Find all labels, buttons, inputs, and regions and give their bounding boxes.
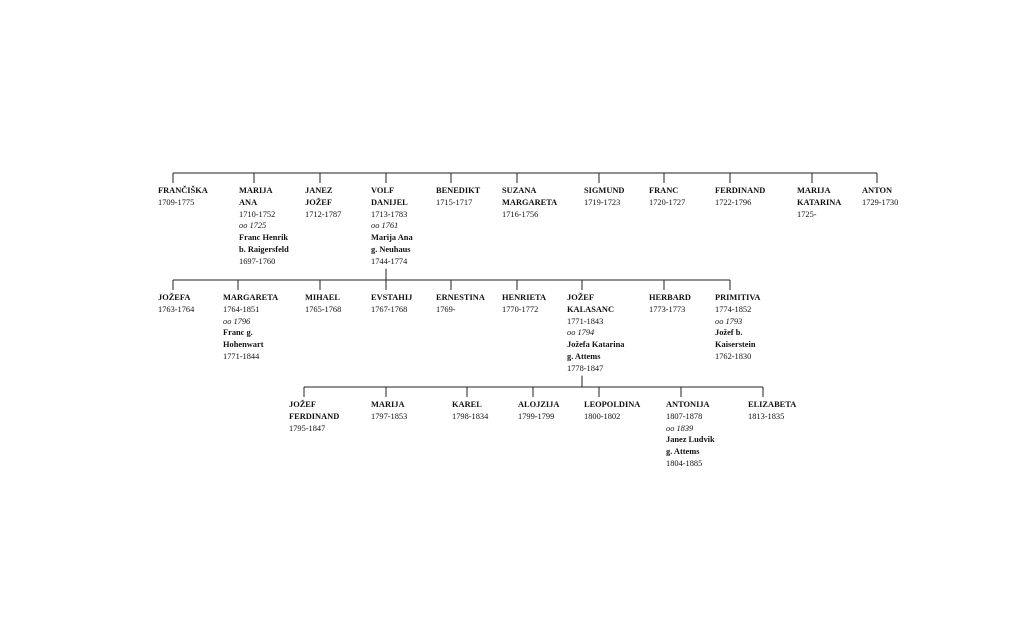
person-name: KAREL: [452, 400, 482, 409]
life-years: 1769-: [436, 304, 456, 314]
person-name: SIGMUND: [584, 186, 625, 195]
person-entry: [158, 292, 194, 316]
spouse-name: Kaiserstein: [715, 340, 756, 350]
marriage-year: oo 1839: [666, 423, 694, 433]
life-years: 1774-1852: [715, 304, 752, 314]
person-entry: [289, 399, 339, 434]
spouse-name: Franc g.: [223, 328, 253, 338]
life-years: 1722-1796: [715, 197, 752, 207]
person-name: ERNESTINA: [436, 293, 485, 302]
spouse-life-years: 1771-1844: [223, 351, 260, 361]
person-name: MIHAEL: [305, 293, 340, 302]
person-name: MARGARETA: [502, 197, 558, 207]
person-name: BENEDIKT: [436, 186, 481, 195]
person-name: MARIJA: [797, 186, 831, 195]
person-entry: [371, 292, 412, 316]
person-entry: [371, 185, 413, 268]
person-entry: [452, 399, 488, 423]
life-years: 1713-1783: [371, 209, 408, 219]
person-entry: [518, 399, 559, 423]
life-years: 1764-1851: [223, 304, 260, 314]
person-entry: [649, 185, 685, 209]
person-name: ELIZABETA: [748, 400, 797, 409]
person-name: ALOJZIJA: [518, 400, 560, 409]
person-name: KATARINA: [797, 197, 842, 207]
life-years: 1807-1878: [666, 411, 703, 421]
person-name: JANEZ: [305, 186, 333, 195]
spouse-name: Marija Ana: [371, 233, 413, 243]
life-years: 1799-1799: [518, 411, 555, 421]
person-name: HENRIETA: [502, 293, 547, 302]
life-years: 1709-1775: [158, 197, 195, 207]
person-name: VOLF: [371, 186, 395, 195]
marriage-year: oo 1761: [371, 221, 399, 231]
person-name: KALASANC: [567, 304, 614, 314]
life-years: 1798-1834: [452, 411, 489, 421]
person-entry: [715, 292, 760, 363]
marriage-year: oo 1793: [715, 316, 743, 326]
person-entry: [502, 185, 557, 220]
person-entry: [371, 399, 407, 423]
spouse-life-years: 1778-1847: [567, 363, 604, 373]
life-years: 1795-1847: [289, 423, 326, 433]
life-years: 1716-1756: [502, 209, 539, 219]
spouse-name: Jožefa Katarina: [567, 340, 625, 350]
person-name: ANA: [239, 197, 258, 207]
spouse-name: Jožef b.: [715, 328, 743, 338]
person-entry: [862, 185, 898, 209]
life-years: 1773-1773: [649, 304, 686, 314]
person-name: LEOPOLDINA: [584, 400, 641, 409]
spouse-name: Janez Ludvik: [666, 435, 715, 445]
life-years: 1715-1717: [436, 197, 473, 207]
person-name: JOŽEF: [305, 197, 332, 207]
person-name: SUZANA: [502, 186, 537, 195]
marriage-year: oo 1725: [239, 221, 267, 231]
life-years: 1767-1768: [371, 304, 408, 314]
spouse-name: g. Attems: [567, 351, 601, 361]
person-name: DANIJEL: [371, 197, 408, 207]
person-name: EVSTAHIJ: [371, 293, 413, 302]
person-name: HERBARD: [649, 293, 691, 302]
life-years: 1813-1835: [748, 411, 785, 421]
person-name: MARIJA: [371, 400, 405, 409]
life-years: 1800-1802: [584, 411, 621, 421]
person-entry: [502, 292, 546, 316]
life-years: 1712-1787: [305, 209, 342, 219]
life-years: 1763-1764: [158, 304, 195, 314]
life-years: 1729-1730: [862, 197, 899, 207]
person-entry: [584, 185, 624, 209]
person-name: FERDINAND: [289, 411, 340, 421]
spouse-life-years: 1762-1830: [715, 351, 752, 361]
person-name: JOŽEF: [567, 293, 594, 302]
life-years: 1710-1752: [239, 209, 276, 219]
person-entry: [305, 292, 341, 316]
person-entry: [436, 292, 485, 316]
person-name: FRANC: [649, 186, 679, 195]
person-entry: [584, 399, 640, 423]
spouse-name: g. Attems: [666, 447, 700, 457]
life-years: 1797-1853: [371, 411, 408, 421]
person-entry: [223, 292, 278, 363]
spouse-name: Franc Henrik: [239, 233, 289, 243]
person-entry: [666, 399, 715, 470]
life-years: 1719-1723: [584, 197, 621, 207]
person-name: MARIJA: [239, 186, 273, 195]
person-name: JOŽEF: [289, 400, 316, 409]
person-entry: [436, 185, 480, 209]
person-entry: [649, 292, 691, 316]
spouse-name: b. Raigersfeld: [239, 244, 289, 254]
spouse-name: Hohenwart: [223, 340, 264, 350]
marriage-year: oo 1794: [567, 328, 595, 338]
person-entry: [239, 185, 289, 268]
spouse-life-years: 1744-1774: [371, 256, 408, 266]
person-entry: [715, 185, 765, 209]
life-years: 1720-1727: [649, 197, 686, 207]
person-entry: [158, 185, 208, 209]
person-entry: [567, 292, 624, 375]
marriage-year: oo 1796: [223, 316, 251, 326]
spouse-life-years: 1804-1885: [666, 458, 703, 468]
person-entry: [305, 185, 341, 220]
person-entry: [748, 399, 796, 423]
life-years: 1725-: [797, 209, 817, 219]
person-name: ANTON: [862, 186, 893, 195]
life-years: 1771-1843: [567, 316, 604, 326]
person-name: MARGARETA: [223, 293, 279, 302]
life-years: 1765-1768: [305, 304, 342, 314]
person-entry: [797, 185, 841, 220]
spouse-name: g. Neuhaus: [371, 244, 411, 254]
person-name: PRIMITIVA: [715, 293, 761, 302]
person-name: FERDINAND: [715, 186, 766, 195]
person-name: JOŽEFA: [158, 293, 191, 302]
spouse-life-years: 1697-1760: [239, 256, 276, 266]
life-years: 1770-1772: [502, 304, 539, 314]
person-name: ANTONIJA: [666, 400, 710, 409]
person-name: FRANČIŠKA: [158, 186, 208, 195]
